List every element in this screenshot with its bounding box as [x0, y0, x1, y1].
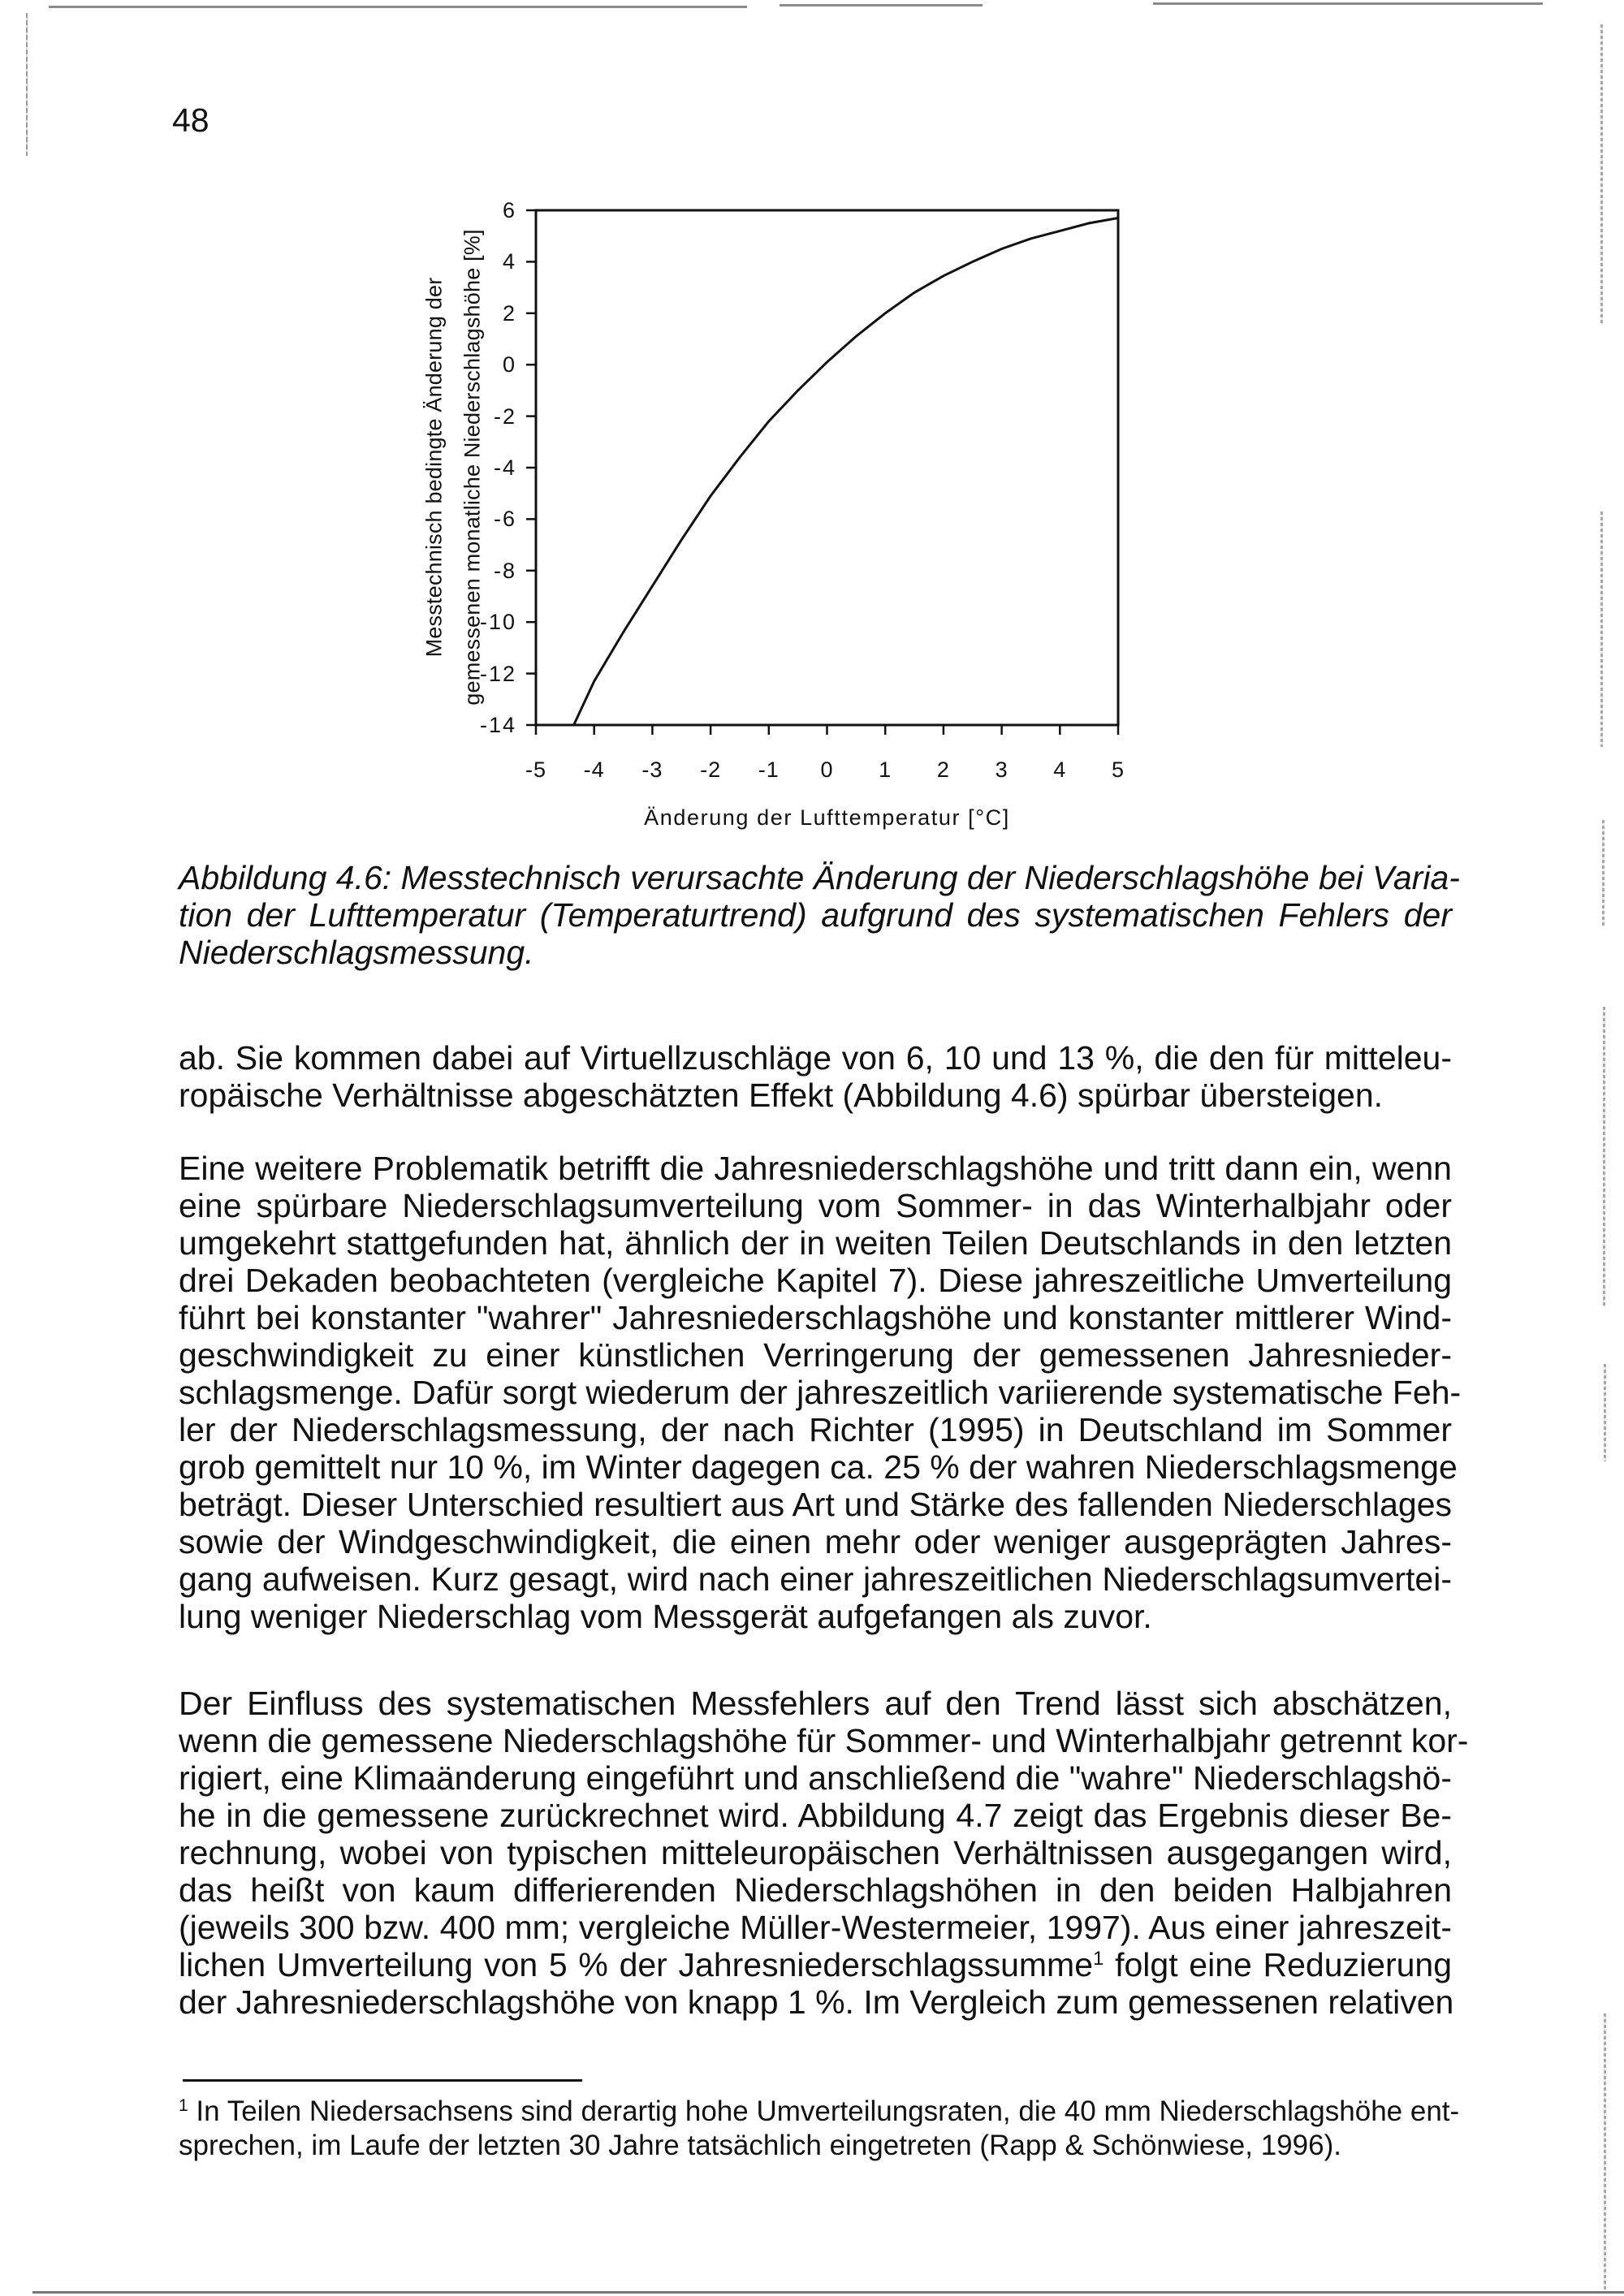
text-fragment: lichen Umverteilung von 5 % der Jahresniederschlagssumme [179, 1946, 1094, 1983]
x-tick-label: 0 [820, 757, 834, 782]
y-tick-label: 0 [502, 352, 516, 378]
figure-4-6-chart [0, 0, 1624, 861]
y-axis-label-line-2: gemessenen monatliche Niederschlagshöhe [%] [460, 229, 485, 706]
text-line: wenn die gemessene Niederschlagshöhe für Sommer- und Winterhalbjahr getrennt kor- [179, 1722, 1469, 1759]
text-line: beträgt. Dieser Unterschied resultiert aus Art und Stärke des fallenden Niederschlages [179, 1486, 1452, 1523]
y-tick-label: -10 [479, 610, 516, 635]
text-fragment: folgt eine Reduzierung [1104, 1946, 1453, 1983]
y-tick-label: -2 [493, 404, 516, 429]
axis-ticks [526, 210, 1118, 735]
caption-line: Abbildung 4.6: Messtechnisch verursachte Änderung der Niederschlagshöhe bei Varia- [179, 859, 1460, 896]
y-tick-label: -4 [493, 455, 516, 480]
x-tick-label: 1 [879, 757, 892, 782]
y-tick-label: 2 [502, 300, 516, 326]
data-line [574, 218, 1118, 726]
y-tick-label: -6 [493, 507, 516, 532]
x-tick-label: 5 [1111, 757, 1125, 782]
scan-edge-right [1603, 1007, 1605, 1307]
text-line: führt bei konstanter "wahrer" Jahresniederschlagshöhe und konstanter mittlerer Wind- [179, 1299, 1452, 1336]
footnote-separator [183, 2079, 582, 2082]
footnote-line: sprechen, im Laufe der letzten 30 Jahre tatsächlich eingetreten (Rapp & Schönwiese, 1996). [179, 2130, 1341, 2161]
footnote-reference[interactable]: 1 [1093, 1948, 1104, 1970]
x-tick-label: -3 [641, 757, 663, 782]
text-line: (jeweils 300 bzw. 400 mm; vergleiche Müller-Westermeier, 1997). Aus einer jahreszeit- [179, 1909, 1452, 1946]
text-line: rigiert, eine Klimaänderung eingeführt und anschließend die "wahre" Niederschlagshö- [179, 1759, 1452, 1797]
text-line: grob gemittelt nur 10 %, im Winter dagegen ca. 25 % der wahren Niederschlagsmenge [179, 1448, 1458, 1486]
y-axis-label-line-1: Messtechnisch bedingte Änderung der [421, 277, 447, 658]
x-tick-label: -1 [758, 757, 780, 782]
footnote-text: In Teilen Niedersachsens sind derartig hohe Umverteilungsraten, die 40 mm Niederschlagshöhe ent- [188, 2095, 1460, 2127]
plot-frame [536, 210, 1118, 725]
page-number: 48 [172, 101, 209, 139]
footnote [179, 2095, 1460, 2163]
text-line: geschwindigkeit zu einer künstlichen Verringerung der gemessenen Jahresnieder- [179, 1336, 1452, 1374]
x-tick-label: 4 [1053, 757, 1067, 782]
scan-edge-bottom [32, 2291, 1624, 2294]
x-tick-label: -4 [583, 757, 605, 782]
plot-border [536, 210, 1118, 725]
y-tick-label: -12 [479, 661, 516, 686]
text-line: Eine weitere Problematik betrifft die Jahresniederschlagshöhe und tritt dann ein, wenn [179, 1150, 1452, 1187]
y-tick-label: -14 [479, 713, 516, 737]
line-chart [0, 0, 1624, 861]
x-tick-label: 3 [995, 757, 1009, 782]
caption-line: tion der Lufttemperatur (Temperaturtrend) aufgrund des systematischen Fehlers der [179, 896, 1452, 934]
text-line: he in die gemessene zurückrechnet wird. Abbildung 4.7 zeigt das Ergebnis dieser Be- [179, 1797, 1452, 1834]
x-axis-label: Änderung der Lufttemperatur [°C] [644, 805, 1010, 830]
paragraph-2 [179, 1150, 1462, 1635]
paragraph-3 [179, 1685, 1469, 2021]
text-line: drei Dekaden beobachteten (vergleiche Kapitel 7). Diese jahreszeitliche Umverteilung [179, 1262, 1452, 1299]
x-tick-label: -5 [525, 757, 546, 782]
y-tick-label: 4 [502, 249, 516, 274]
scan-edge-right [1604, 1364, 1606, 1461]
caption-line: Niederschlagsmessung. [179, 934, 534, 971]
text-line: rechnung, wobei von typischen mitteleuropäischen Verhältnissen ausgegangen wird, [179, 1834, 1452, 1871]
text-line: umgekehrt stattgefunden hat, ähnlich der in weiten Teilen Deutschlands in den letzten [179, 1224, 1452, 1262]
text-line: der Jahresniederschlagshöhe von knapp 1 %. Im Vergleich zum gemessenen relativen [179, 1983, 1454, 2021]
y-tick-label: 6 [502, 198, 516, 222]
text-line: ler der Niederschlagsmessung, der nach Richter (1995) in Deutschland im Sommer [179, 1411, 1452, 1448]
y-tick-label: -8 [493, 558, 516, 583]
text-line: lung weniger Niederschlag vom Messgerät aufgefangen als zuvor. [179, 1598, 1152, 1635]
text-line-with-footnote [179, 1946, 1452, 1983]
text-line: schlagsmenge. Dafür sorgt wiederum der jahreszeitlich variierende systematische Feh- [179, 1374, 1462, 1411]
footnote-marker: 1 [179, 2096, 188, 2115]
text-line: ropäische Verhältnisse abgeschätzten Effekt (Abbildung 4.6) spürbar übersteigen. [179, 1077, 1384, 1114]
text-line: ab. Sie kommen dabei auf Virtuellzuschläge von 6, 10 und 13 %, die den für mitteleu- [179, 1039, 1452, 1077]
text-line: Der Einfluss des systematischen Messfehlers auf den Trend lässt sich abschätzen, [179, 1685, 1452, 1722]
text-line: eine spürbare Niederschlagsumverteilung vom Sommer- in das Winterhalbjahr oder [179, 1187, 1452, 1224]
footnote-line [179, 2095, 1460, 2129]
text-line: das heißt von kaum differierenden Niederschlagshöhen in den beiden Halbjahren [179, 1871, 1452, 1909]
scan-edge-right [1604, 2013, 1606, 2290]
x-tick-label: -2 [700, 757, 722, 782]
figure-caption [179, 859, 1460, 971]
x-tick-label: 2 [936, 757, 950, 782]
text-line: gang aufweisen. Kurz gesagt, wird nach einer jahreszeitlichen Niederschlagsumvertei- [179, 1560, 1452, 1598]
paragraph-1 [179, 1039, 1452, 1114]
text-line: sowie der Windgeschwindigkeit, die einen mehr oder weniger ausgeprägten Jahres- [179, 1523, 1452, 1560]
